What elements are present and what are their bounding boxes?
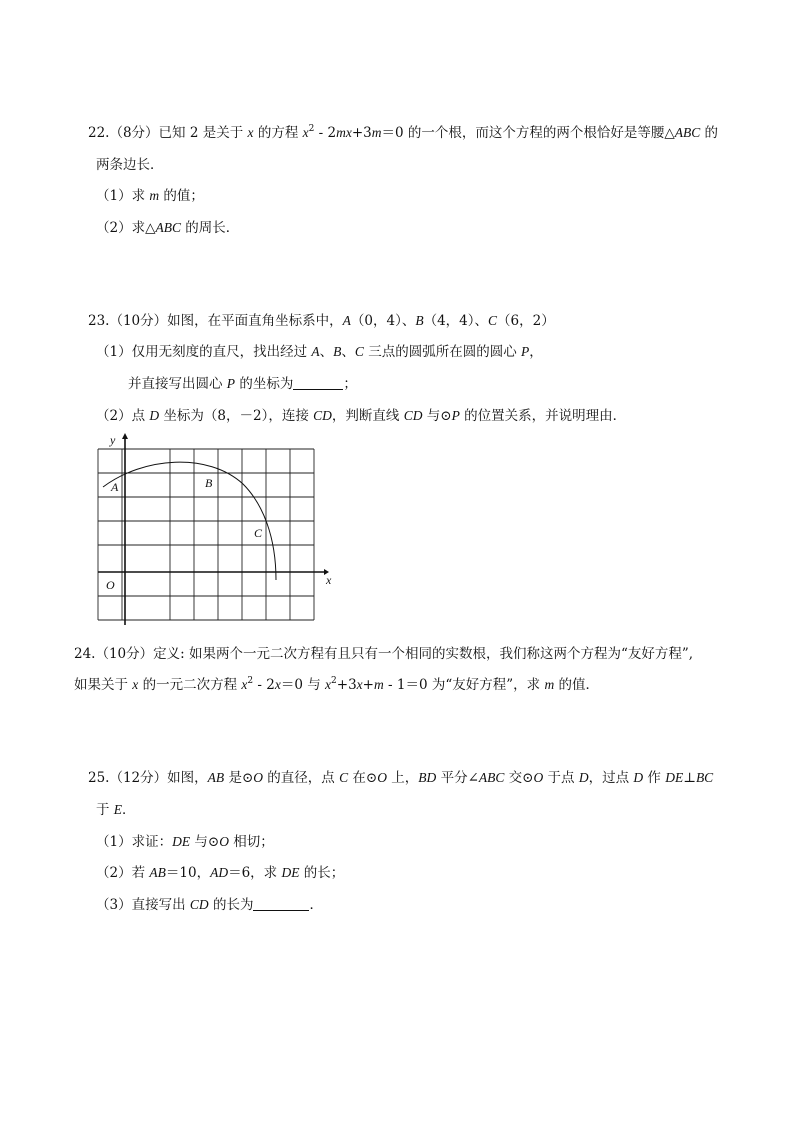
grid-lines (98, 449, 314, 620)
q22-part-1: （1）求 m 的值； (96, 188, 204, 204)
q25-part-2: （2）若 AB＝10，AD＝6，求 DE 的长； (96, 865, 345, 881)
q23-part-1-line-2: 并直接写出圆心 P 的坐标为 ； (128, 376, 357, 392)
q25-part-3: （3）直接写出 CD 的长为 ． (96, 897, 323, 913)
q22-part-2: （2）求△ABC 的周长． (96, 220, 240, 236)
q25-part-1: （1）求证：DE 与⊙O 相切； (96, 834, 274, 850)
label-o: O (106, 578, 115, 592)
q22-line-2: 两条边长． (96, 157, 164, 173)
coordinate-grid-figure (88, 432, 338, 627)
answer-blank (253, 898, 309, 911)
q22-line-1: 22.（8分）已知 2 是关于 x 的方程 $x^2 - 2mx+3m=0$ 的一个根，而这个方程的两个根恰好是等腰△ABC 的 (88, 124, 719, 141)
q25-line-2: 于 E． (96, 802, 136, 818)
label-x: x (326, 573, 332, 587)
label-y: y (110, 433, 116, 447)
q23-line-1: 23.（10分）如图，在平面直角坐标系中，A（0，4）、B（4，4）、C（6，2） (88, 313, 555, 329)
answer-blank (293, 377, 343, 390)
q24-line-2: 如果关于 x 的一元二次方程 $x^2 - 2x=0$ 与 $x^2+3x+m - 1=0$ 为“友好方程”，求 m 的值． (74, 676, 599, 693)
label-c: C (254, 526, 263, 540)
q23-part-1: （1）仅用无刻度的直尺，找出经过 A、B、C 三点的圆弧所在圆的圆心 P， (96, 344, 543, 360)
label-a: A (111, 480, 119, 494)
q23-part-2: （2）点 D 坐标为（8，－2），连接 CD，判断直线 CD 与⊙P 的位置关系，并说明理由． (96, 408, 627, 424)
label-b: B (205, 476, 213, 490)
y-axis-arrow (122, 433, 128, 439)
q25-line-1: 25.（12分）如图，AB 是⊙O 的直径，点 C 在⊙O 上，BD 平分∠ABC 交⊙O 于点 D，过点 D 作 DE⊥BC (88, 770, 714, 786)
q24-line-1: 24.（10分）定义: 如果两个一元二次方程有且只有一个相同的实数根，我们称这两个方程为“友好方程”, (74, 646, 694, 662)
